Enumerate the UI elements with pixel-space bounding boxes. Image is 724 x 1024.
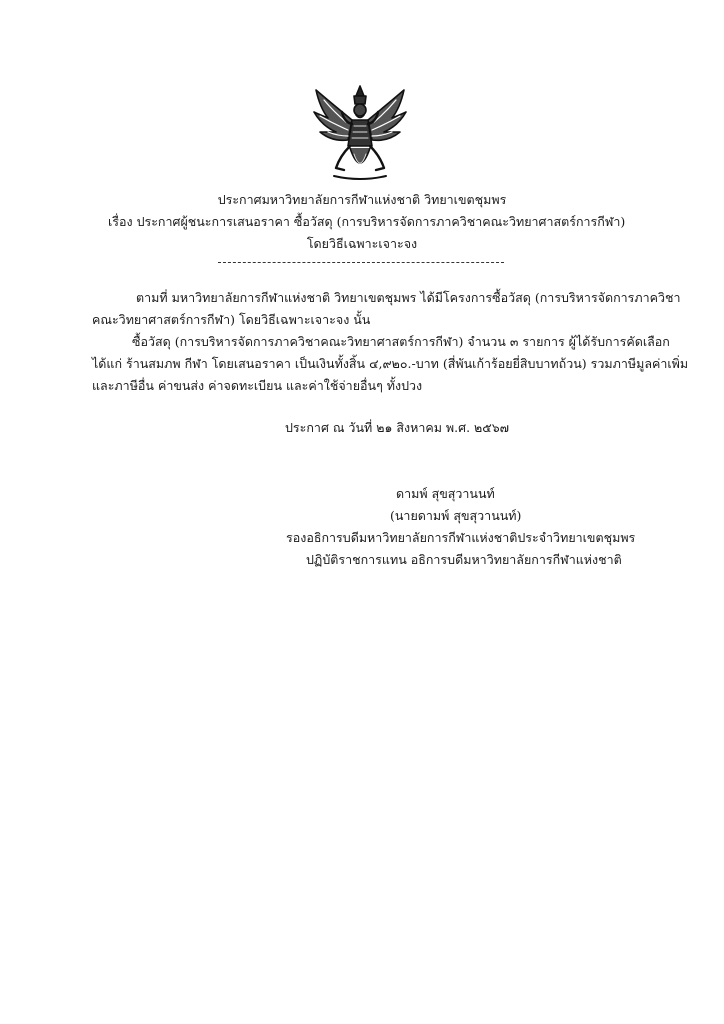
announcement-subject: เรื่อง ประกาศผู้ชนะการเสนอราคา ซื้อวัสดุ (การบริหารจัดการภาควิชาคณะวิทยาศาสตร์การกีฬา) (108, 214, 626, 229)
garuda-emblem-icon (310, 82, 410, 184)
paragraph-2-line-1: ซื้อวัสดุ (การบริหารจัดการภาควิชาคณะวิทยาศาสตร์การกีฬา) จำนวน ๓ รายการ ผู้ได้รับการคัดเลือก (132, 334, 670, 349)
announcement-title: ประกาศมหาวิทยาลัยการกีฬาแห่งชาติ วิทยาเขตชุมพร (217, 192, 507, 207)
announcement-date: ประกาศ ณ วันที่ ๒๑ สิงหาคม พ.ศ. ๒๕๖๗ (285, 420, 510, 435)
paragraph-2-line-3: และภาษีอื่น ค่าขนส่ง ค่าจดทะเบียน และค่าใช้จ่ายอื่นๆ ทั้งปวง (92, 378, 423, 393)
signature-name: ดามพ์ สุขสุวานนท์ (396, 486, 495, 501)
paragraph-1-line-1: ตามที่ มหาวิทยาลัยการกีฬาแห่งชาติ วิทยาเขตชุมพร ได้มีโครงการซื้อวัสดุ (การบริหารจัดการภาควิชา (136, 290, 681, 305)
signatory-position: รองอธิการบดีมหาวิทยาลัยการกีฬาแห่งชาติประจำวิทยาเขตชุมพร (286, 530, 636, 545)
signatory-full-name: (นายดามพ์ สุขสุวานนท์) (390, 508, 522, 523)
header-divider (218, 262, 504, 263)
procurement-method: โดยวิธีเฉพาะเจาะจง (306, 236, 418, 251)
signatory-acting-role: ปฏิบัติราชการแทน อธิการบดีมหาวิทยาลัยการกีฬาแห่งชาติ (306, 552, 622, 567)
paragraph-1-line-2: คณะวิทยาศาสตร์การกีฬา) โดยวิธีเฉพาะเจาะจง นั้น (92, 312, 371, 327)
paragraph-2-line-2: ได้แก่ ร้านสมภพ กีฬา โดยเสนอราคา เป็นเงินทั้งสิ้น ๔,๙๒๐.-บาท (สี่พันเก้าร้อยยี่สิบบาทถ้วน) รวมภาษีมูลค่าเพิ่ม (92, 356, 689, 371)
